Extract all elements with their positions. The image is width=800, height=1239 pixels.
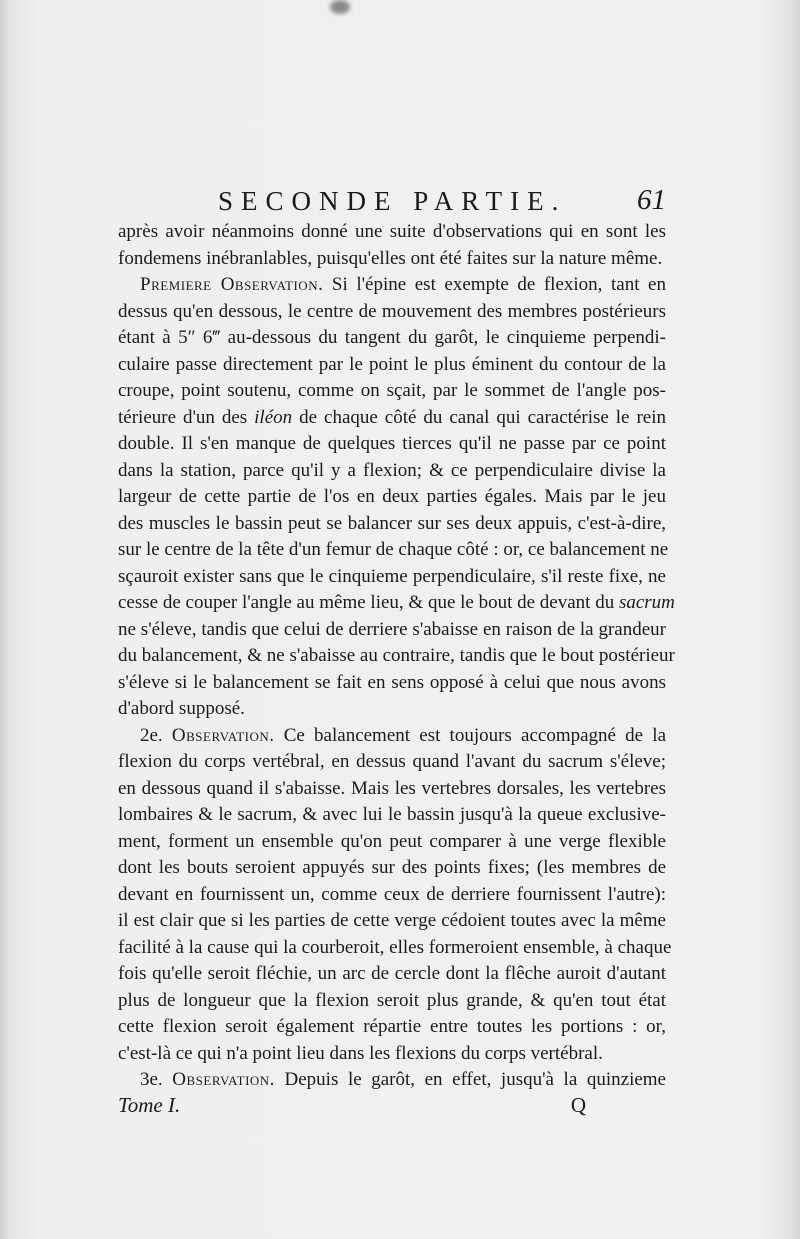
text-line [118, 776, 666, 803]
text-line [118, 749, 666, 776]
text-line [118, 378, 666, 405]
text-segment: largeur de cette partie de l'os en deux parties égales. Mais par le jeu [118, 486, 666, 507]
text-line [118, 696, 666, 723]
text-segment: iléon [254, 406, 293, 428]
text-segment: devant en fournissent un, comme ceux de derriere fournissent l'autre): [118, 883, 666, 905]
text-segment: culaire passe directement par le point le plus éminent du contour de la [118, 353, 666, 375]
text-segment: après avoir néanmoins donné une suite d'observations qui en sont les [118, 221, 666, 242]
text-segment: flexion du corps vertébral, en dessus quand l'avant du sacrum s'éleve; [118, 751, 666, 772]
text-segment: dessus qu'en dessous, le centre de mouvement des membres postérieurs [118, 300, 666, 322]
text-segment: fondemens inébranlables, puisqu'elles ont été faites sur la nature même. [118, 247, 663, 269]
text-line [118, 882, 666, 909]
text-line [118, 405, 666, 432]
page-number: 61 [637, 184, 666, 216]
text-line [118, 246, 666, 273]
text-segment: sur le centre de la tête d'un femur de chaque côté : or, ce balancement ne [118, 539, 669, 560]
text-line [118, 1014, 666, 1041]
text-line [118, 352, 666, 379]
text-segment: cette flexion seroit également répartie entre toutes les portions : or, [118, 1016, 666, 1037]
text-line [118, 219, 666, 246]
text-line [118, 961, 666, 988]
text-segment: c'est-là ce qui n'a point lieu dans les flexions du corps vertébral. [118, 1042, 603, 1064]
running-head-title: SECONDE PARTIE. [218, 186, 567, 216]
text-segment: de chaque côté du canal qui caractérise le rein [292, 406, 666, 428]
text-line [118, 299, 666, 326]
text-segment: étant à 5″ 6‴ au-dessous du tangent du garôt, le cinquieme perpendi- [118, 327, 666, 348]
text-segment: s'éleve si le balancement se fait en sens opposé à celui que nous avons [118, 671, 666, 693]
text-segment: fois qu'elle seroit fléchie, un arc de cercle dont la flêche auroit d'autant [118, 963, 666, 984]
text-line [118, 325, 666, 352]
text-line [118, 908, 666, 935]
text-line [118, 829, 666, 856]
text-segment: cesse de couper l'angle au même lieu, & que le bout de devant du [118, 592, 619, 613]
text-segment: sacrum [618, 592, 675, 613]
text-line [118, 484, 666, 511]
text-segment: Observation. [171, 724, 275, 746]
text-segment: Si l'épine est exempte de flexion, tant en [323, 274, 666, 295]
text-line [118, 723, 666, 750]
text-line [118, 431, 666, 458]
text-segment: ment, forment un ensemble qu'on peut comparer à une verge flexible [118, 830, 666, 852]
page-footer [118, 1093, 666, 1123]
running-head [118, 186, 666, 220]
text-line [118, 1041, 666, 1068]
text-segment: double. Il s'en manque de quelques tierces qu'il ne passe par ce point [118, 433, 666, 454]
text-line [118, 511, 666, 538]
text-line [118, 988, 666, 1015]
text-line [118, 272, 666, 299]
text-line [118, 935, 672, 962]
text-line [118, 855, 666, 882]
text-line [118, 617, 666, 644]
ink-spot [330, 0, 350, 14]
text-segment: il est clair que si les parties de cette verge cédoient toutes avec la même [118, 910, 666, 931]
text-segment: plus de longueur que la flexion seroit plus grande, & qu'en tout état [118, 989, 666, 1011]
text-segment: des muscles le bassin peut se balancer sur ses deux appuis, c'est-à-dire, [118, 512, 666, 534]
text-line [118, 802, 666, 829]
text-line [118, 537, 669, 564]
volume-signature: Tome I. [118, 1093, 181, 1117]
text-line [118, 643, 675, 670]
text-segment: lombaires & le sacrum, & avec lui le bassin jusqu'à la queue exclusive- [118, 804, 666, 825]
text-line [118, 564, 666, 591]
text-segment: en dessous quand il s'abaisse. Mais les vertebres dorsales, les vertebres [118, 777, 666, 799]
text-segment: Ce balancement est toujours accompagné de la [274, 724, 666, 746]
text-segment: 3e. [140, 1069, 173, 1090]
text-line [118, 670, 666, 697]
text-line [118, 458, 666, 485]
text-segment: Observation. [172, 1069, 275, 1090]
gathering-mark: Q [570, 1093, 586, 1117]
text-segment: 2e. [140, 724, 172, 746]
text-segment: Depuis le garôt, en effet, jusqu'à la quinzieme [274, 1069, 666, 1090]
text-segment: du balancement, & ne s'abaisse au contraire, tandis que le bout postérieur [118, 645, 675, 666]
text-segment: d'abord supposé. [118, 698, 245, 719]
text-segment: ne s'éleve, tandis que celui de derriere s'abaisse en raison de la grandeur [118, 618, 666, 640]
text-segment: Premiere Observation. [140, 274, 324, 295]
text-line [118, 1067, 666, 1094]
text-segment: dont les bouts seroient appuyés sur des points fixes; (les membres de [118, 857, 666, 878]
text-segment: térieure d'un des [118, 406, 255, 428]
text-segment: facilité à la cause qui la courberoit, elles formeroient ensemble, à chaque [118, 936, 672, 958]
text-segment: croupe, point soutenu, comme on sçait, par le sommet de l'angle pos- [118, 380, 666, 401]
text-segment: dans la station, parce qu'il y a flexion; & ce perpendiculaire divise la [118, 459, 666, 481]
text-segment: sçauroit exister sans que le cinquieme perpendiculaire, s'il reste fixe, ne [118, 565, 666, 587]
text-line [118, 590, 675, 617]
body-text [118, 219, 675, 1094]
